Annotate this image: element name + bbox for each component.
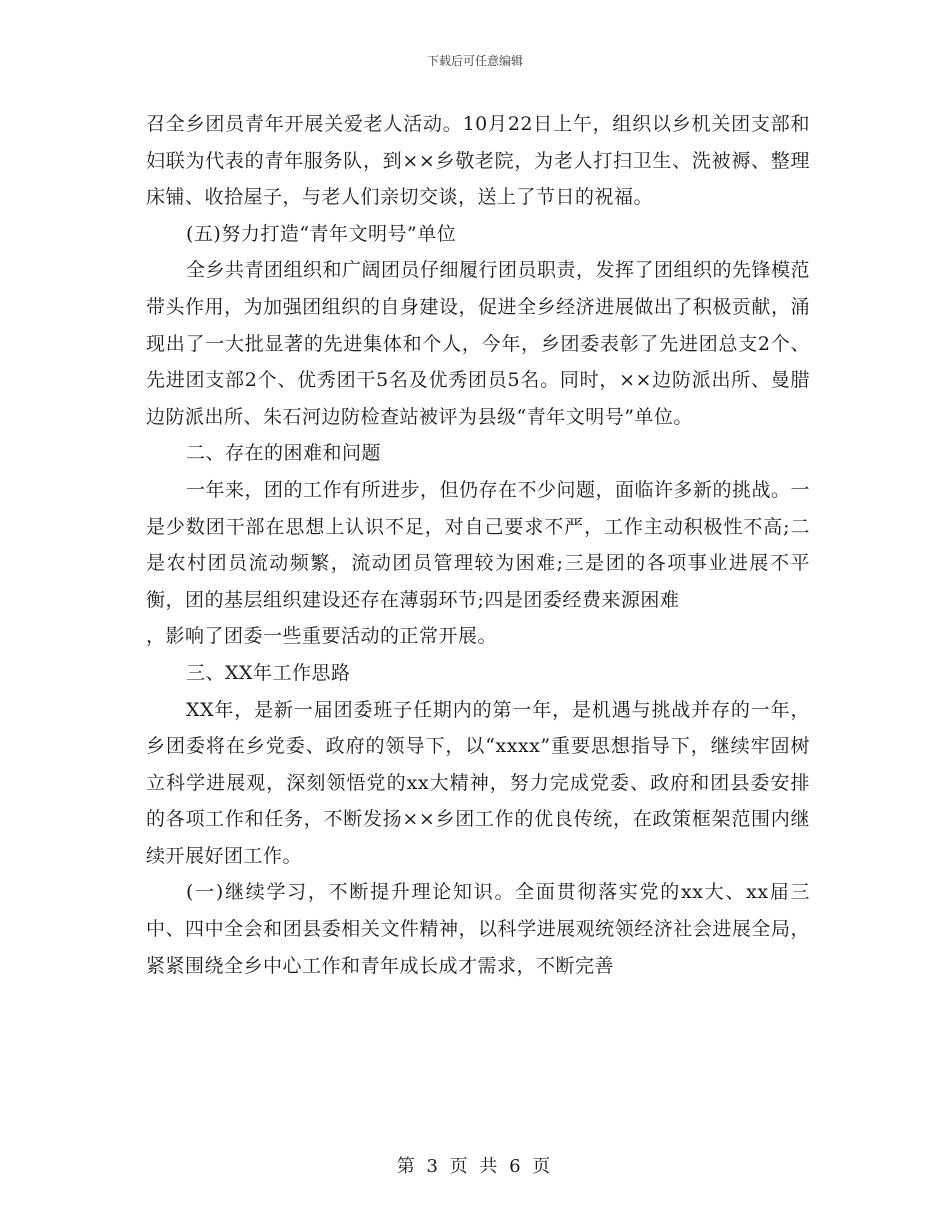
paragraph-difficulties-continued: ，影响了团委一些重要活动的正常开展。 <box>146 625 498 648</box>
paragraph-elderly-care: 召全乡团员青年开展关爱老人活动。10月22日上午，组织以乡机关团支部和妇联为代表的青年服务队，到××乡敬老院，为老人打扫卫生、洗被褥、整理床铺、收拾屋子，与老人们亲切交谈，送上了节日的祝福。 <box>146 113 810 209</box>
page-footer: 第 3 页 共 6 页 <box>396 1156 554 1177</box>
paragraph-difficulties: 一年来，团的工作有所进步，但仍存在不少问题，面临许多新的挑战。一是少数团干部在思想上认识不足，对自己要求不严，工作主动积极性不高;二是农村团员流动频繁，流动团员管理较为困难;三是团的各项事业进展不平衡，团的基层组织建设还存在薄弱环节;四是团委经费来源困难 <box>146 478 811 611</box>
paragraph-continue-study: (一)继续学习，不断提升理论知识。全面贯彻落实党的xx大、xx届三中、四中全会和团县委相关文件精神，以科学进展观统领经济社会进展全局，紧紧围绕全乡中心工作和青年成长成才需求，不断完善 <box>146 881 810 977</box>
paragraph-youth-civilization: 全乡共青团组织和广阔团员仔细履行团员职责，发挥了团组织的先锋模范带头作用，为加强团组织的自身建设，促进全乡经济进展做出了积极贡献，涌现出了一大批显著的先进集体和个人，今年，乡团委表彰了先进团总支2个、先进团支部2个、优秀团干5名及优秀团员5名。同时，××边防派出所、曼腊边防派出所、朱石河边防检查站被评为县级“青年文明号”单位。 <box>146 259 811 428</box>
heading-work-plan: 三、XX年工作思路 <box>186 661 351 684</box>
heading-difficulties: 二、存在的困难和问题 <box>186 442 382 465</box>
page-header: 下载后可任意编辑 <box>426 54 523 68</box>
paragraph-work-plan: XX年，是新一届团委班子任期内的第一年，是机遇与挑战并存的一年，乡团委将在乡党委、政府的领导下，以“xxxx”重要思想指导下，继续牢固树立科学进展观，深刻领悟党的xx大精神，努力完成党委、政府和团县委安排的各项工作和任务，不断发扬××乡团工作的优良传统，在政策框架范围内继续开展好团工作。 <box>146 698 810 867</box>
heading-youth-civilization: (五)努力打造“青年文明号”单位 <box>186 222 457 245</box>
document-body <box>146 106 810 984</box>
